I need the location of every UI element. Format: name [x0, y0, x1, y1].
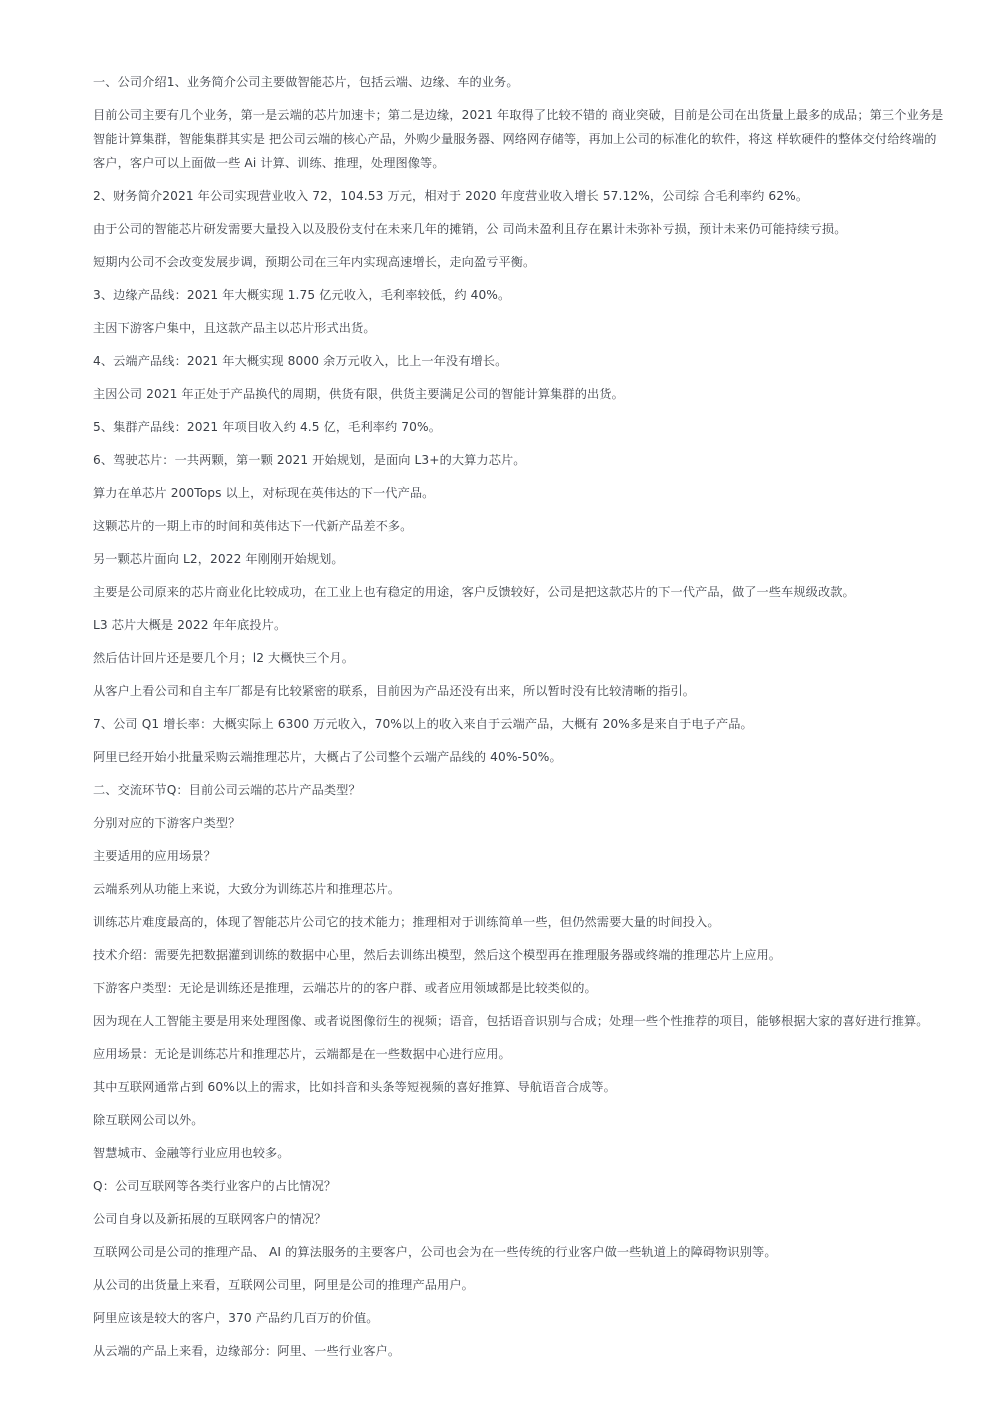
paragraph-launch-timing: 这颗芯片的一期上市的时间和英伟达下一代新产品差不多。	[93, 519, 413, 533]
paragraph-qa-customer-share: Q：公司互联网等各类行业客户的占比情况？	[93, 1179, 337, 1193]
paragraph-qa-new-customers: 公司自身以及新拓展的互联网客户的情况？	[93, 1212, 327, 1226]
paragraph-outlook: 短期内公司不会改变发展步调，预期公司在三年内实现高速增长，走向盈亏平衡。	[93, 255, 536, 269]
paragraph-non-internet: 除互联网公司以外。	[93, 1113, 204, 1127]
paragraph-edge-reason: 主因下游客户集中，且这款产品主以芯片形式出货。	[93, 321, 376, 335]
paragraph-training-inference: 云端系列从功能上来说，大致分为训练芯片和推理芯片。	[93, 882, 401, 896]
paragraph-company-intro: 一、公司介绍1、业务简介公司主要做智能芯片，包括云端、边缘、车的业务。	[93, 75, 519, 89]
paragraph-sample-return: 然后估计回片还是要几个月；l2 大概快三个月。	[93, 651, 355, 665]
paragraph-automaker-relations: 从客户上看公司和自主车厂都是有比较紧密的联系，目前因为产品还没有出来，所以暂时没有比较清晰的指引。	[93, 684, 696, 698]
paragraph-compute-power: 算力在单芯片 200Tops 以上，对标现在英伟达的下一代产品。	[93, 486, 435, 500]
paragraph-driving-chip: 6、驾驶芯片：一共两颗，第一颗 2021 开始规划，是面向 L3+的大算力芯片。	[93, 453, 526, 467]
paragraph-internet-customers: 互联网公司是公司的推理产品、 AI 的算法服务的主要客户，公司也会为在一些传统的行业客户做一些轨道上的障碍物识别等。	[93, 1245, 777, 1259]
paragraph-qa-cloud-types: 二、交流环节Q：目前公司云端的芯片产品类型？	[93, 783, 361, 797]
paragraph-tech-intro: 技术介绍：需要先把数据灌到训练的数据中心里，然后去训练出模型，然后这个模型再在推理服务器或终端的推理芯片上应用。	[93, 948, 782, 962]
paragraph-business-lines: 目前公司主要有几个业务，第一是云端的芯片加速卡；第二是边缘，2021 年取得了比较不错的 商业突破，目前是公司在出货量上最多的成品；第三个业务是智能计算集群，智能集群其实是 把公司云端的核心产品，外购少量服务器、网络网存储等，再加上公司的标准化的软件，将这 样软硬件的整体交付给终端的客户，客户可以上面做一些 Ai 计算、训练、推理，处理图像等。	[93, 108, 944, 170]
paragraph-downstream-customers: 下游客户类型：无论是训练还是推理，云端芯片的的客户群、或者应用领域都是比较类似的。	[93, 981, 597, 995]
paragraph-financial-summary: 2、财务简介2021 年公司实现营业收入 72，104.53 万元，相对于 2020 年度营业收入增长 57.12%，公司综 合毛利率约 62%。	[93, 189, 809, 203]
paragraph-cluster-product: 5、集群产品线：2021 年项目收入约 4.5 亿，毛利率约 70%。	[93, 420, 441, 434]
paragraph-l2-chip: 另一颗芯片面向 L2，2022 年刚刚开始规划。	[93, 552, 344, 566]
paragraph-alibaba-purchase: 阿里已经开始小批量采购云端推理芯片，大概占了公司整个云端产品线的 40%-50%。	[93, 750, 562, 764]
paragraph-l3-tapeout: L3 芯片大概是 2022 年年底投片。	[93, 618, 287, 632]
paragraph-smart-city: 智慧城市、金融等行业应用也较多。	[93, 1146, 290, 1160]
paragraph-qa-customer-types: 分别对应的下游客户类型？	[93, 816, 241, 830]
paragraph-application-scenarios: 应用场景：无论是训练芯片和推理芯片，云端都是在一些数据中心进行应用。	[93, 1047, 511, 1061]
paragraph-qa-scenarios: 主要适用的应用场景？	[93, 849, 216, 863]
paragraph-cloud-product: 4、云端产品线：2021 年大概实现 8000 余万元收入，比上一年没有增长。	[93, 354, 508, 368]
document-body	[93, 70, 945, 1372]
paragraph-shipment-view: 从公司的出货量上来看，互联网公司里，阿里是公司的推理产品用户。	[93, 1278, 474, 1292]
paragraph-ai-uses: 因为现在人工智能主要是用来处理图像、或者说图像衍生的视频；语音，包括语音识别与合成；处理一些个性推荐的项目，能够根据大家的喜好进行推算。	[93, 1014, 929, 1028]
paragraph-edge-product: 3、边缘产品线：2021 年大概实现 1.75 亿元收入，毛利率较低，约 40%。	[93, 288, 511, 302]
paragraph-training-difficulty: 训练芯片难度最高的，体现了智能芯片公司它的技术能力；推理相对于训练简单一些，但仍然需要大量的时间投入。	[93, 915, 720, 929]
paragraph-internet-share: 其中互联网通常占到 60%以上的需求，比如抖音和头条等短视频的喜好推算、导航语音合成等。	[93, 1080, 616, 1094]
paragraph-losses: 由于公司的智能芯片研发需要大量投入以及股份支付在未来几年的摊销，公 司尚未盈利且存在累计未弥补亏损，预计未来仍可能持续亏损。	[93, 222, 847, 236]
paragraph-alibaba-value: 阿里应该是较大的客户，370 产品约几百万的价值。	[93, 1311, 379, 1325]
paragraph-commercialization: 主要是公司原来的芯片商业化比较成功，在工业上也有稳定的用途，客户反馈较好，公司是把这款芯片的下一代产品，做了一些车规级改款。	[93, 585, 855, 599]
paragraph-edge-customers: 从云端的产品上来看，边缘部分：阿里、一些行业客户。	[93, 1344, 401, 1358]
paragraph-cloud-reason: 主因公司 2021 年正处于产品换代的周期，供货有限，供货主要满足公司的智能计算集群的出货。	[93, 387, 624, 401]
paragraph-q1-growth: 7、公司 Q1 增长率：大概实际上 6300 万元收入，70%以上的收入来自于云端产品，大概有 20%多是来自于电子产品。	[93, 717, 753, 731]
